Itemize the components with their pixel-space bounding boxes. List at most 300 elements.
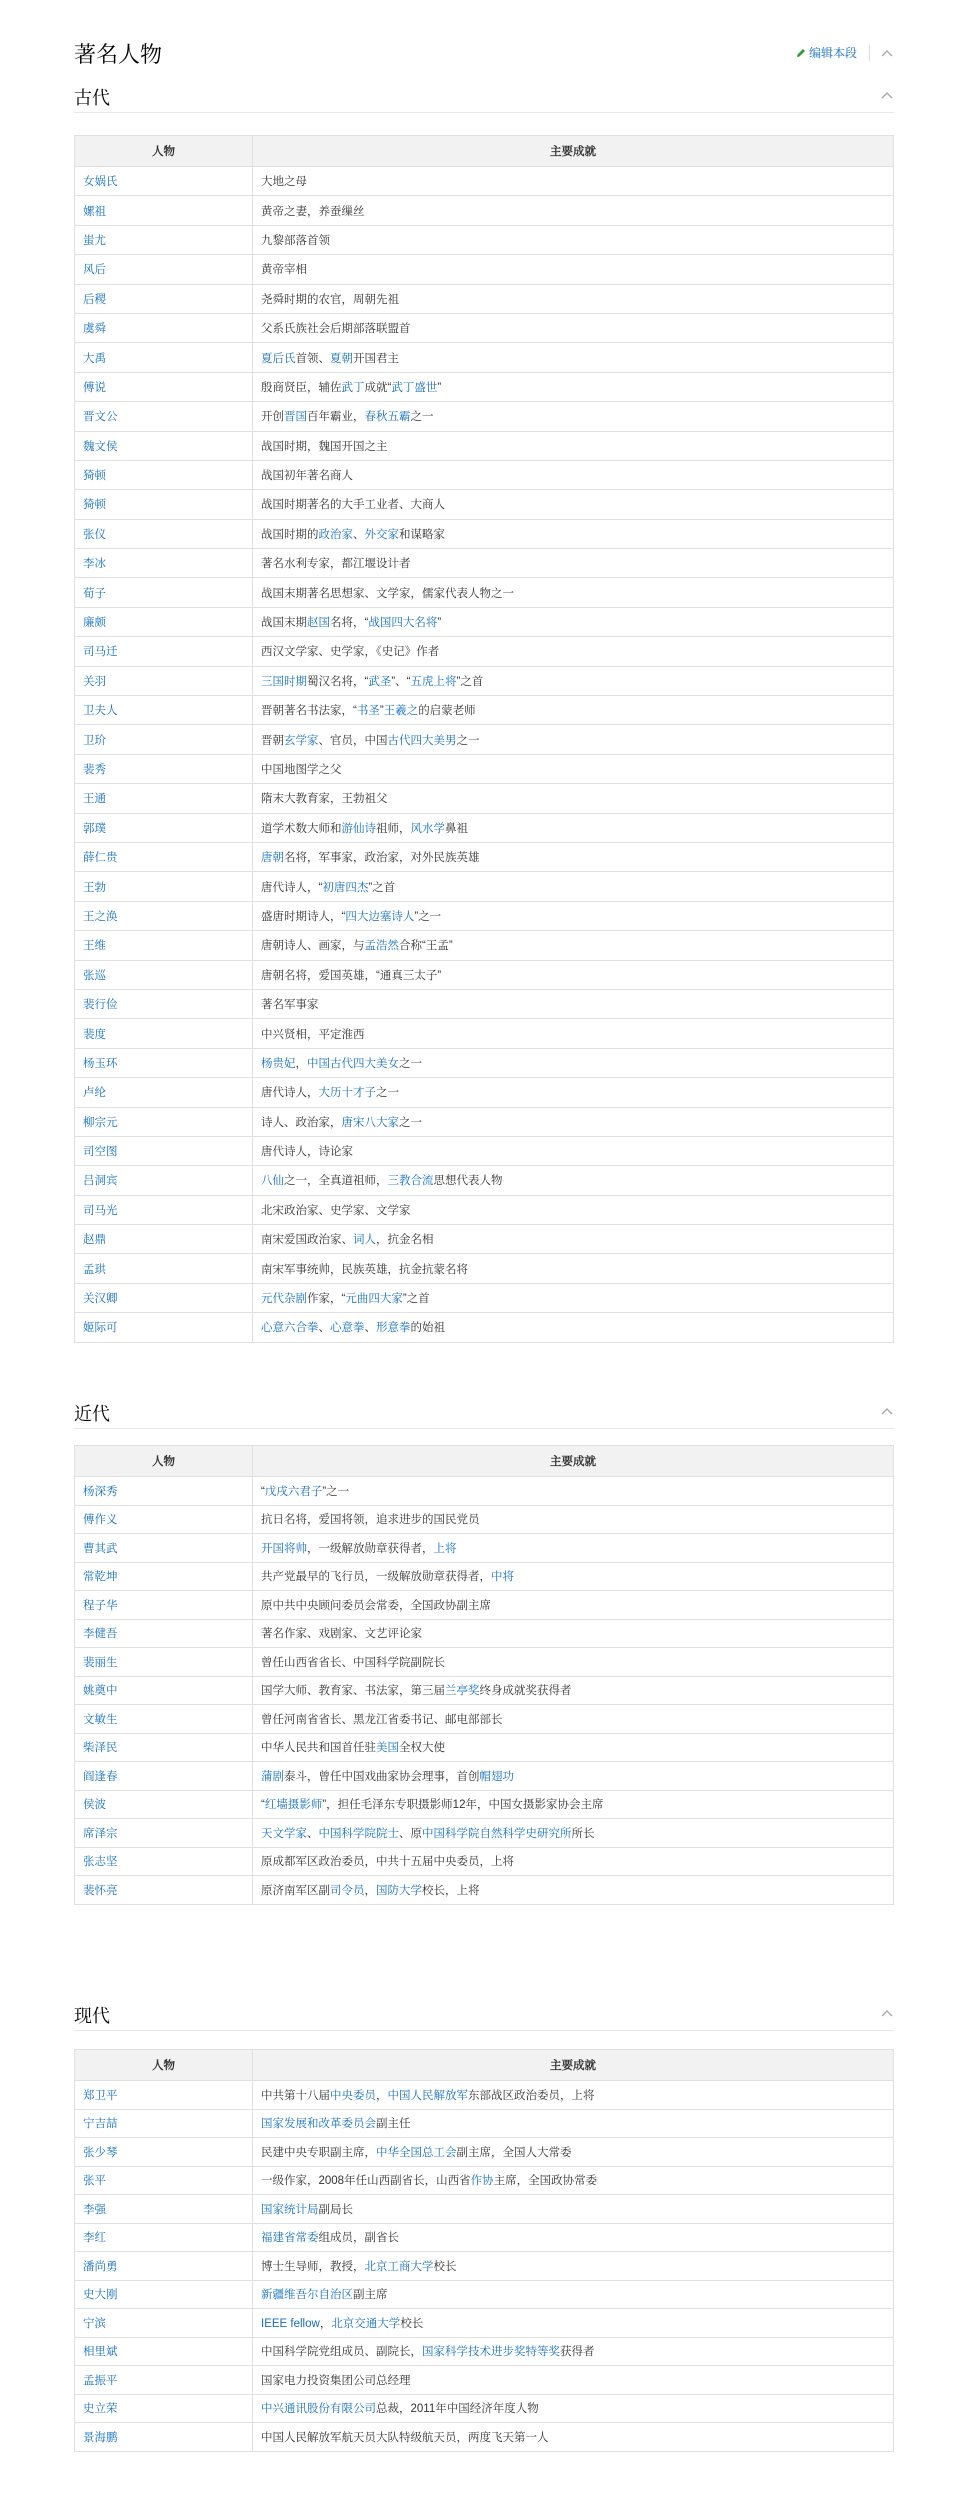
inline-link[interactable]: 八仙 bbox=[261, 1175, 284, 1188]
achievement-text: 东部战区政治委员，上将 bbox=[468, 2089, 595, 2102]
table-row bbox=[75, 343, 894, 372]
person-name-link[interactable]: 虞舜 bbox=[75, 313, 253, 342]
inline-link[interactable]: 中兴通讯股份有限公司 bbox=[261, 2403, 376, 2416]
inline-link[interactable]: 作协 bbox=[470, 2175, 494, 2188]
person-name-link[interactable]: 常乾坤 bbox=[75, 1562, 253, 1591]
table-row bbox=[75, 402, 894, 431]
achievement-text: 、原 bbox=[399, 1827, 422, 1840]
achievement-text: 成就“ bbox=[364, 381, 392, 394]
achievement-cell bbox=[253, 519, 894, 548]
table-row bbox=[75, 1254, 894, 1283]
person-name-link[interactable]: 大禹 bbox=[75, 343, 253, 372]
person-name-link[interactable]: 孟珙 bbox=[75, 1254, 253, 1283]
person-name-link[interactable]: 裴秀 bbox=[75, 754, 253, 783]
inline-link[interactable]: 国家统计局 bbox=[261, 2203, 319, 2216]
person-name-link[interactable]: 晋文公 bbox=[75, 402, 253, 431]
achievement-cell bbox=[253, 372, 894, 401]
inline-link[interactable]: 词人 bbox=[353, 1234, 376, 1247]
inline-link[interactable]: 心意六合拳 bbox=[261, 1322, 319, 1335]
person-name-link[interactable]: 柳宗元 bbox=[75, 1107, 253, 1136]
section-title: 古代 bbox=[74, 88, 110, 108]
inline-link[interactable]: 红墙摄影师 bbox=[264, 1799, 323, 1812]
achievement-cell bbox=[253, 960, 894, 989]
achievement-text: 南宋军事统帅，民族英雄，抗金抗蒙名将 bbox=[261, 1263, 468, 1276]
chevron-up-icon[interactable] bbox=[880, 1406, 894, 1416]
table-row bbox=[75, 1819, 894, 1848]
inline-link[interactable]: 北京交通大学 bbox=[331, 2317, 401, 2330]
achievement-text: 所长 bbox=[571, 1827, 595, 1840]
column-header-achievement: 主要成就 bbox=[253, 1446, 894, 1477]
inline-link[interactable]: 武圣 bbox=[368, 675, 392, 688]
person-name-link[interactable]: 宁滨 bbox=[75, 2309, 253, 2338]
achievement-text: 开国君主 bbox=[353, 352, 399, 365]
person-name-link[interactable]: 关羽 bbox=[75, 666, 253, 695]
table-row bbox=[75, 431, 894, 460]
person-name-link[interactable]: 相里斌 bbox=[75, 2337, 253, 2366]
achievement-text: 盛唐时期诗人，“ bbox=[261, 910, 346, 923]
achievement-text: 晋朝著名书法家，“ bbox=[261, 705, 357, 718]
table-row bbox=[75, 872, 894, 901]
person-name-link[interactable]: 魏文侯 bbox=[75, 431, 253, 460]
achievement-text: 战国末期 bbox=[261, 617, 307, 630]
person-name-link[interactable]: 司马光 bbox=[75, 1195, 253, 1224]
achievement-cell bbox=[253, 607, 894, 636]
achievement-text: 唐代诗人，“ bbox=[261, 881, 323, 894]
person-name-link[interactable]: 赵鼎 bbox=[75, 1225, 253, 1254]
person-name-link[interactable]: 郑卫平 bbox=[75, 2081, 253, 2110]
achievement-text: 唐朝诗人、画家，与 bbox=[261, 940, 365, 953]
table-row bbox=[75, 2195, 894, 2224]
achievement-cell bbox=[253, 2166, 894, 2195]
table-row bbox=[75, 225, 894, 254]
achievement-text: 中国人民解放军航天员大队特级航天员，两度飞天第一人 bbox=[261, 2431, 549, 2444]
table-row bbox=[75, 1505, 894, 1534]
inline-link[interactable]: 福建省 bbox=[261, 2232, 296, 2245]
inline-link[interactable]: 赵国 bbox=[307, 617, 330, 630]
achievement-cell bbox=[253, 490, 894, 519]
table-row bbox=[75, 2337, 894, 2366]
person-name-link[interactable]: 席泽宗 bbox=[75, 1819, 253, 1848]
achievement-cell bbox=[253, 2195, 894, 2224]
table-row bbox=[75, 1790, 894, 1819]
inline-link[interactable]: 国家科学技术进步奖 bbox=[422, 2346, 526, 2359]
person-name-link[interactable]: 李强 bbox=[75, 2195, 253, 2224]
achievement-cell bbox=[253, 1847, 894, 1876]
person-name-link[interactable]: 张仪 bbox=[75, 519, 253, 548]
person-name-link[interactable]: 宁吉喆 bbox=[75, 2109, 253, 2138]
achievement-text: 著名军事家 bbox=[261, 999, 319, 1012]
achievement-text: ”之一 bbox=[414, 910, 442, 923]
person-name-link[interactable]: 猗顿 bbox=[75, 460, 253, 489]
person-name-link[interactable]: 姚奠中 bbox=[75, 1676, 253, 1705]
section-header bbox=[74, 1996, 894, 2031]
inline-link[interactable]: 外交家 bbox=[364, 528, 399, 541]
person-name-link[interactable]: 薛仁贵 bbox=[75, 842, 253, 871]
inline-link[interactable]: 帽翅功 bbox=[479, 1770, 514, 1783]
table-row bbox=[75, 284, 894, 313]
inline-link[interactable]: 武丁盛世 bbox=[391, 381, 438, 394]
person-name-link[interactable]: 王通 bbox=[75, 784, 253, 813]
achievement-cell bbox=[253, 2309, 894, 2338]
table-row bbox=[75, 313, 894, 342]
achievement-text: 、 bbox=[364, 1322, 376, 1335]
person-name-link[interactable]: 李健吾 bbox=[75, 1619, 253, 1648]
table-row bbox=[75, 372, 894, 401]
edit-section-button[interactable] bbox=[795, 44, 857, 61]
person-name-link[interactable]: 吕洞宾 bbox=[75, 1166, 253, 1195]
achievement-text: 之一 bbox=[399, 1057, 422, 1070]
inline-link[interactable]: 四大边塞诗人 bbox=[345, 910, 415, 923]
person-name-link[interactable]: 程子华 bbox=[75, 1591, 253, 1620]
table-row bbox=[75, 1225, 894, 1254]
table-row bbox=[75, 2252, 894, 2281]
table-row bbox=[75, 1648, 894, 1677]
table-row bbox=[75, 2138, 894, 2167]
person-name-link[interactable]: 裴怀亮 bbox=[75, 1876, 253, 1905]
achievement-text: 、 bbox=[318, 1322, 330, 1335]
person-name-link[interactable]: 王勃 bbox=[75, 872, 253, 901]
table-row bbox=[75, 1534, 894, 1563]
inline-link[interactable]: 中华全国总工会 bbox=[376, 2146, 457, 2159]
achievement-text: 和谋略家 bbox=[399, 528, 445, 541]
inline-link[interactable]: 天文学家 bbox=[261, 1827, 307, 1840]
achievement-cell bbox=[253, 549, 894, 578]
achievement-cell bbox=[253, 1676, 894, 1705]
person-name-link[interactable]: 李冰 bbox=[75, 549, 253, 578]
table-row bbox=[75, 2423, 894, 2452]
person-name-link[interactable]: 裴丽生 bbox=[75, 1648, 253, 1677]
achievement-text: 国家电力投资集团公司总经理 bbox=[261, 2374, 411, 2387]
achievement-text: 中国地图学之父 bbox=[261, 764, 342, 776]
person-name-link[interactable]: 王维 bbox=[75, 931, 253, 960]
achievement-text: 黄帝之妻，养蚕缫丝 bbox=[261, 205, 365, 218]
person-name-link[interactable]: 张少琴 bbox=[75, 2138, 253, 2167]
inline-link[interactable]: 蒲剧 bbox=[261, 1770, 284, 1783]
achievement-cell bbox=[253, 2252, 894, 2281]
table-row bbox=[75, 931, 894, 960]
achievement-cell bbox=[253, 284, 894, 313]
achievement-text: 、官员，中国 bbox=[318, 734, 388, 747]
person-name-link[interactable]: 嫘祖 bbox=[75, 196, 253, 225]
inline-link[interactable]: 中央委员 bbox=[330, 2089, 376, 2102]
table-row bbox=[75, 2166, 894, 2195]
table-row bbox=[75, 754, 894, 783]
inline-link[interactable]: 上将 bbox=[433, 1542, 457, 1555]
person-name-link[interactable]: 杨深秀 bbox=[75, 1477, 253, 1506]
achievement-cell bbox=[253, 313, 894, 342]
achievement-text: ， bbox=[364, 1884, 376, 1897]
inline-link[interactable]: 夏朝 bbox=[330, 352, 353, 365]
inline-link[interactable]: 王羲之 bbox=[383, 705, 419, 718]
person-name-link[interactable]: 关汉卿 bbox=[75, 1283, 253, 1312]
person-name-link[interactable]: 风后 bbox=[75, 255, 253, 284]
person-name-link[interactable]: 司空图 bbox=[75, 1136, 253, 1165]
inline-link[interactable]: 孟浩然 bbox=[364, 940, 399, 953]
achievement-text: 北宋政治家、史学家、文学家 bbox=[261, 1204, 411, 1217]
table-row bbox=[75, 2394, 894, 2423]
inline-link[interactable]: 元代杂剧 bbox=[261, 1293, 307, 1306]
achievement-text: 战国时期著名的大手工业者、大商人 bbox=[261, 499, 445, 512]
inline-link[interactable]: 夏后氏 bbox=[261, 352, 296, 365]
achievement-cell bbox=[253, 196, 894, 225]
achievement-cell bbox=[253, 872, 894, 901]
person-name-link[interactable]: 史大刚 bbox=[75, 2280, 253, 2309]
inline-link[interactable]: 初唐四杰 bbox=[322, 881, 369, 894]
achievement-cell bbox=[253, 1562, 894, 1591]
achievement-cell bbox=[253, 2081, 894, 2110]
section-jindai bbox=[74, 1394, 894, 1905]
achievement-text: 南宋爱国政治家、 bbox=[261, 1234, 353, 1247]
achievement-cell bbox=[253, 1819, 894, 1848]
pencil-icon bbox=[795, 47, 807, 59]
inline-link[interactable]: 戊戌六君子 bbox=[264, 1485, 323, 1498]
inline-link[interactable]: 特等奖 bbox=[525, 2346, 560, 2359]
inline-link[interactable]: 国家发展和改革委员会 bbox=[261, 2118, 376, 2131]
chevron-up-icon[interactable] bbox=[880, 48, 894, 58]
person-name-link[interactable]: 傅说 bbox=[75, 372, 253, 401]
achievement-text: ”之首 bbox=[402, 1293, 430, 1306]
inline-link[interactable]: 游仙诗 bbox=[341, 822, 376, 835]
achievement-text: 民建中央专职副主席， bbox=[261, 2146, 376, 2159]
person-name-link[interactable]: 郭璞 bbox=[75, 813, 253, 842]
achievement-text: 尧舜时期的农官，周朝先祖 bbox=[261, 293, 399, 306]
achievement-text: 、 bbox=[307, 1827, 319, 1840]
inline-link[interactable]: IEEE fellow bbox=[261, 2317, 320, 2330]
person-name-link[interactable]: 卫夫人 bbox=[75, 696, 253, 725]
person-name-link[interactable]: 史立荣 bbox=[75, 2394, 253, 2423]
table-row bbox=[75, 901, 894, 930]
inline-link[interactable]: 中国古代四大美女 bbox=[307, 1057, 399, 1070]
inline-link[interactable]: 政治家 bbox=[318, 528, 353, 541]
inline-link[interactable]: 书圣 bbox=[356, 705, 380, 718]
table-row bbox=[75, 1562, 894, 1591]
inline-link[interactable]: 常委 bbox=[295, 2232, 319, 2245]
table-row bbox=[75, 1876, 894, 1905]
person-name-link[interactable]: 卫玠 bbox=[75, 725, 253, 754]
person-name-link[interactable]: 柴泽民 bbox=[75, 1733, 253, 1762]
achievement-cell bbox=[253, 2394, 894, 2423]
achievement-cell bbox=[253, 2223, 894, 2252]
achievement-text: 隋末大教育家，王勃祖父 bbox=[261, 793, 388, 806]
achievement-cell bbox=[253, 1107, 894, 1136]
person-name-link[interactable]: 曹其武 bbox=[75, 1534, 253, 1563]
person-name-link[interactable]: 裴行俭 bbox=[75, 989, 253, 1018]
person-name-link[interactable]: 猗顿 bbox=[75, 490, 253, 519]
inline-link[interactable]: 开国将帅 bbox=[261, 1542, 307, 1555]
achievement-text: 唐代诗人， bbox=[261, 1087, 319, 1100]
achievement-text: ， bbox=[376, 2089, 388, 2102]
inline-link[interactable]: 心意拳 bbox=[330, 1322, 365, 1335]
achievement-text: “ bbox=[261, 1485, 265, 1498]
inline-link[interactable]: 唐宋八大家 bbox=[341, 1116, 399, 1129]
person-name-link[interactable]: 傅作义 bbox=[75, 1505, 253, 1534]
person-name-link[interactable]: 姬际可 bbox=[75, 1313, 253, 1342]
achievement-text: 诗人、政治家， bbox=[261, 1116, 342, 1129]
table-row bbox=[75, 1847, 894, 1876]
achievement-text: ，抗金名相 bbox=[376, 1234, 434, 1247]
table-row bbox=[75, 1313, 894, 1342]
person-name-link[interactable]: 荀子 bbox=[75, 578, 253, 607]
inline-link[interactable]: 五虎上将 bbox=[410, 675, 457, 688]
achievement-text: 中国科学院党组成员、副院长， bbox=[261, 2346, 422, 2359]
achievement-cell bbox=[253, 2280, 894, 2309]
achievement-cell bbox=[253, 167, 894, 196]
person-name-link[interactable]: 阎逢春 bbox=[75, 1762, 253, 1791]
achievement-text: ”、“ bbox=[391, 675, 411, 688]
achievement-text: 曾任山西省省长、中国科学院副院长 bbox=[261, 1656, 445, 1669]
person-name-link[interactable]: 蚩尤 bbox=[75, 225, 253, 254]
achievement-cell bbox=[253, 842, 894, 871]
column-header-person: 人物 bbox=[75, 2050, 253, 2081]
achievement-text: 曾任河南省省长、黑龙江省委书记、邮电部部长 bbox=[261, 1713, 503, 1726]
table-row bbox=[75, 1733, 894, 1762]
person-name-link[interactable]: 杨玉环 bbox=[75, 1048, 253, 1077]
person-name-link[interactable]: 景海鹏 bbox=[75, 2423, 253, 2452]
person-name-link[interactable]: 张巡 bbox=[75, 960, 253, 989]
achievement-text: ， bbox=[295, 1057, 307, 1070]
achievement-cell bbox=[253, 1078, 894, 1107]
achievement-text: 校长，上将 bbox=[422, 1884, 480, 1897]
inline-link[interactable]: 司令员 bbox=[330, 1884, 365, 1897]
chevron-up-icon[interactable] bbox=[880, 90, 894, 100]
achievement-cell bbox=[253, 754, 894, 783]
inline-link[interactable]: 三国时期 bbox=[261, 675, 307, 688]
inline-link[interactable]: 中国科学院院士 bbox=[318, 1827, 399, 1840]
inline-link[interactable]: 国防大学 bbox=[376, 1884, 422, 1897]
achievement-text: 首领、 bbox=[295, 352, 330, 365]
achievement-cell bbox=[253, 989, 894, 1018]
person-name-link[interactable]: 孟振平 bbox=[75, 2366, 253, 2395]
achievement-cell bbox=[253, 1048, 894, 1077]
achievement-text: 中共第十八届 bbox=[261, 2089, 330, 2102]
chevron-up-icon[interactable] bbox=[880, 2008, 894, 2018]
achievement-text: 的始祖 bbox=[410, 1322, 445, 1335]
inline-link[interactable]: 美国 bbox=[376, 1742, 399, 1755]
person-name-link[interactable]: 司马迁 bbox=[75, 637, 253, 666]
table-row bbox=[75, 255, 894, 284]
achievement-text: 大地之母 bbox=[261, 176, 307, 189]
person-name-link[interactable]: 李红 bbox=[75, 2223, 253, 2252]
inline-link[interactable]: 形意拳 bbox=[376, 1322, 411, 1335]
table-row bbox=[75, 1136, 894, 1165]
achievement-text: 战国初年著名商人 bbox=[261, 470, 353, 483]
people-table bbox=[74, 1445, 894, 1905]
person-name-link[interactable]: 张志坚 bbox=[75, 1847, 253, 1876]
person-name-link[interactable]: 张平 bbox=[75, 2166, 253, 2195]
achievement-text: 名将，军事家，政治家，对外民族英雄 bbox=[284, 852, 480, 865]
achievement-text: 蜀汉名将，“ bbox=[307, 675, 369, 688]
inline-link[interactable]: 风水学 bbox=[410, 822, 445, 835]
inline-link[interactable]: 杨贵妃 bbox=[261, 1057, 296, 1070]
inline-link[interactable]: 大历十才子 bbox=[318, 1087, 376, 1100]
divider bbox=[869, 45, 870, 61]
person-name-link[interactable]: 后稷 bbox=[75, 284, 253, 313]
person-name-link[interactable]: 侯波 bbox=[75, 1790, 253, 1819]
achievement-text: 原中共中央顾问委员会常委，全国政协副主席 bbox=[261, 1599, 491, 1612]
person-name-link[interactable]: 廉颇 bbox=[75, 607, 253, 636]
column-header-person: 人物 bbox=[75, 1446, 253, 1477]
column-header-achievement: 主要成就 bbox=[253, 136, 894, 167]
inline-link[interactable]: 玄学家 bbox=[284, 734, 319, 747]
achievement-cell bbox=[253, 1195, 894, 1224]
achievement-text: 开创 bbox=[261, 411, 284, 424]
achievement-cell bbox=[253, 1876, 894, 1905]
inline-link[interactable]: 春秋五霸 bbox=[364, 411, 411, 424]
table-row bbox=[75, 1283, 894, 1312]
person-name-link[interactable]: 潘尚勇 bbox=[75, 2252, 253, 2281]
achievement-cell bbox=[253, 2423, 894, 2452]
person-name-link[interactable]: 裴度 bbox=[75, 1019, 253, 1048]
table-row bbox=[75, 1166, 894, 1195]
inline-link[interactable]: 古代四大美男 bbox=[387, 734, 457, 747]
column-header-achievement: 主要成就 bbox=[253, 2050, 894, 2081]
inline-link[interactable]: 中国科学院自然科学史研究所 bbox=[422, 1827, 572, 1840]
achievement-cell bbox=[253, 402, 894, 431]
inline-link[interactable]: 战国四大名将 bbox=[368, 617, 438, 630]
inline-link[interactable]: 中将 bbox=[491, 1571, 514, 1584]
achievement-cell bbox=[253, 784, 894, 813]
achievement-text: 副局长 bbox=[318, 2203, 353, 2216]
achievement-cell bbox=[253, 2366, 894, 2395]
achievement-text: 原成都军区政治委员，中共十五届中央委员，上将 bbox=[261, 1856, 514, 1869]
achievement-text: ”之首 bbox=[368, 881, 396, 894]
inline-link[interactable]: 元曲四大家 bbox=[345, 1293, 403, 1306]
table-row bbox=[75, 725, 894, 754]
achievement-text: ”之一 bbox=[322, 1485, 350, 1498]
achievement-text: ”，担任毛泽东专职摄影师12年，中国女摄影家协会主席 bbox=[322, 1799, 604, 1812]
inline-link[interactable]: 晋国 bbox=[284, 411, 307, 424]
inline-link[interactable]: 新疆维吾尔自治区 bbox=[261, 2289, 353, 2302]
inline-link[interactable]: 中国人民解放军 bbox=[387, 2089, 468, 2102]
person-name-link[interactable]: 王之涣 bbox=[75, 901, 253, 930]
table-row bbox=[75, 607, 894, 636]
table-row bbox=[75, 1107, 894, 1136]
achievement-cell bbox=[253, 1477, 894, 1506]
achievement-text: 校长 bbox=[400, 2317, 424, 2330]
table-row bbox=[75, 2223, 894, 2252]
inline-link[interactable]: 武丁 bbox=[341, 381, 365, 394]
inline-link[interactable]: 北京工商大学 bbox=[364, 2260, 434, 2273]
person-name-link[interactable]: 文敏生 bbox=[75, 1705, 253, 1734]
person-name-link[interactable]: 女娲氏 bbox=[75, 167, 253, 196]
achievement-cell bbox=[253, 1225, 894, 1254]
achievement-cell bbox=[253, 255, 894, 284]
people-table bbox=[74, 135, 894, 1343]
inline-link[interactable]: 唐朝 bbox=[261, 852, 284, 865]
people-table bbox=[74, 2049, 894, 2452]
achievement-cell bbox=[253, 1534, 894, 1563]
achievement-text: 战国时期的 bbox=[261, 528, 319, 541]
achievement-text: 之一 bbox=[410, 411, 434, 424]
inline-link[interactable]: 兰亭奖 bbox=[445, 1685, 480, 1698]
table-row bbox=[75, 2309, 894, 2338]
achievement-text: 副主席 bbox=[353, 2289, 388, 2302]
table-row bbox=[75, 460, 894, 489]
achievement-text: 晋朝 bbox=[261, 734, 284, 747]
table-row bbox=[75, 1705, 894, 1734]
achievement-cell bbox=[253, 813, 894, 842]
achievement-text: 黄帝宰相 bbox=[261, 264, 307, 277]
achievement-text: ” bbox=[437, 381, 442, 394]
table-row bbox=[75, 1762, 894, 1791]
person-name-link[interactable]: 卢纶 bbox=[75, 1078, 253, 1107]
achievement-cell bbox=[253, 696, 894, 725]
achievement-cell bbox=[253, 1733, 894, 1762]
achievement-text: 名将，“ bbox=[330, 617, 369, 630]
achievement-text: 副主任 bbox=[376, 2118, 411, 2131]
inline-link[interactable]: 三教合流 bbox=[387, 1175, 434, 1188]
table-row bbox=[75, 2280, 894, 2309]
